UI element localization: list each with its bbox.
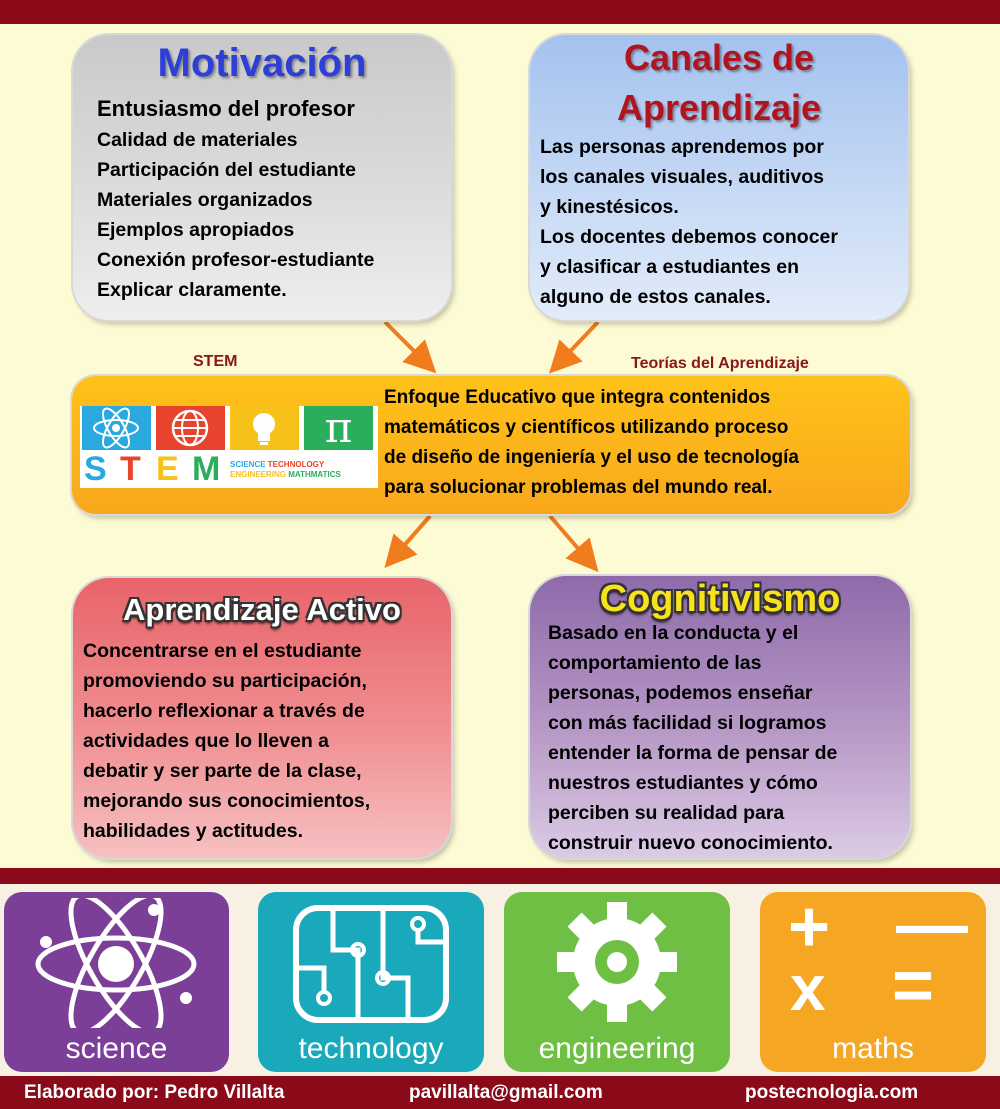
footer-email[interactable]: pavillalta@gmail.com bbox=[409, 1082, 603, 1103]
cognitivismo-line: perciben su realidad para bbox=[548, 802, 785, 824]
stem-logo bbox=[80, 403, 378, 488]
plus-icon: + bbox=[788, 887, 831, 967]
top-band bbox=[0, 0, 1000, 24]
stem-definition-line: para solucionar problemas del mundo real. bbox=[384, 477, 773, 498]
atom-cell bbox=[82, 406, 151, 450]
motivacion-item: Explicar claramente. bbox=[97, 279, 287, 301]
science-label: science bbox=[65, 1032, 168, 1065]
arrow-canales-to-stem bbox=[560, 322, 598, 362]
canales-box bbox=[530, 35, 908, 320]
globe-cell bbox=[156, 406, 225, 450]
stem-letter-m: M bbox=[192, 450, 221, 488]
arrow-motivacion-to-stem bbox=[385, 322, 425, 362]
stem-definition-line: Enfoque Educativo que integra contenidos bbox=[384, 387, 771, 408]
motivacion-item: Ejemplos apropiados bbox=[97, 219, 295, 241]
footer-site[interactable]: postecnologia.com bbox=[745, 1082, 919, 1103]
stem-center-box bbox=[72, 376, 910, 514]
minus-icon: — bbox=[896, 885, 968, 965]
caption-engineering: ENGINEERING bbox=[230, 470, 287, 479]
atom-icon bbox=[4, 898, 229, 1028]
activo-box bbox=[73, 578, 451, 858]
stem-definition-text bbox=[384, 383, 799, 503]
activo-line: debatir y ser parte de la clase, bbox=[83, 760, 362, 782]
activo-line: Concentrarse en el estudiante bbox=[83, 640, 362, 662]
canales-title-line1: Canales de bbox=[623, 37, 815, 78]
multiply-icon: x bbox=[790, 952, 826, 1024]
caption-mathematics: MATHMATICS bbox=[288, 470, 341, 479]
stem-definition-line: matemáticos y científicos utilizando proceso bbox=[384, 417, 789, 438]
lightbulb-icon bbox=[230, 406, 299, 450]
activo-line: hacerlo reflexionar a través de bbox=[83, 700, 365, 722]
activo-line: habilidades y actitudes. bbox=[83, 820, 303, 842]
stem-logo-caption bbox=[230, 460, 341, 480]
gear-icon bbox=[504, 898, 730, 1028]
cognitivismo-line: con más facilidad si logramos bbox=[548, 712, 827, 734]
canales-line: los canales visuales, auditivos bbox=[540, 166, 824, 188]
circuit-icon bbox=[258, 898, 484, 1028]
activo-line: mejorando sus conocimientos, bbox=[83, 790, 371, 812]
stem-letter-e: E bbox=[156, 450, 179, 488]
canales-line: y clasificar a estudiantes en bbox=[540, 256, 800, 278]
activo-title: Aprendizaje Activo bbox=[123, 592, 401, 627]
engineering-tile bbox=[504, 892, 730, 1072]
canales-line: alguno de estos canales. bbox=[540, 286, 771, 308]
stem-letter-t: T bbox=[120, 450, 141, 488]
cognitivismo-box bbox=[530, 576, 910, 858]
stem-letter-s: S bbox=[84, 450, 107, 488]
science-tile bbox=[4, 892, 229, 1072]
cognitivismo-title: Cognitivismo bbox=[599, 578, 841, 620]
motivacion-item: Materiales organizados bbox=[97, 189, 313, 211]
stem-definition-line: de diseño de ingeniería y el uso de tecnología bbox=[384, 447, 799, 468]
atom-icon bbox=[82, 406, 151, 450]
cognitivismo-line: construir nuevo conocimiento. bbox=[548, 832, 833, 854]
cognitivismo-line: nuestros estudiantes y cómo bbox=[548, 772, 818, 794]
motivacion-item: Calidad de materiales bbox=[97, 129, 298, 151]
canales-line: Los docentes debemos conocer bbox=[540, 226, 838, 248]
canales-title-line2: Aprendizaje bbox=[616, 87, 822, 128]
motivacion-item: Entusiasmo del profesor bbox=[97, 96, 355, 121]
arrow-stem-to-activo bbox=[395, 516, 430, 556]
pi-icon: π bbox=[324, 403, 353, 452]
maths-tile bbox=[760, 885, 986, 1072]
motivacion-title: Motivación bbox=[157, 41, 367, 85]
motivacion-list bbox=[97, 93, 374, 305]
caption-science: SCIENCE bbox=[230, 460, 266, 469]
cognitivismo-line: comportamiento de las bbox=[548, 652, 762, 674]
motivacion-item: Participación del estudiante bbox=[97, 159, 356, 181]
motivacion-item: Conexión profesor-estudiante bbox=[97, 249, 375, 271]
teorias-label: Teorías del Aprendizaje bbox=[631, 355, 809, 372]
equals-icon: = bbox=[892, 946, 935, 1026]
canales-text bbox=[540, 132, 838, 312]
maths-label: maths bbox=[832, 1032, 914, 1065]
activo-line: promoviendo su participación, bbox=[83, 670, 367, 692]
activo-line: actividades que lo lleven a bbox=[83, 730, 330, 752]
cognitivismo-line: entender la forma de pensar de bbox=[548, 742, 838, 764]
cognitivismo-line: personas, podemos enseñar bbox=[548, 682, 813, 704]
cognitivismo-line: Basado en la conducta y el bbox=[548, 622, 799, 644]
canales-line: Las personas aprendemos por bbox=[540, 136, 824, 158]
footer-author: Elaborado por: Pedro Villalta bbox=[24, 1082, 285, 1103]
engineering-label: engineering bbox=[538, 1032, 696, 1065]
motivacion-box bbox=[73, 35, 451, 320]
canales-line: y kinestésicos. bbox=[540, 196, 679, 218]
stem-label: STEM bbox=[193, 353, 238, 370]
caption-technology: TECHNOLOGY bbox=[267, 460, 325, 469]
lightbulb-cell bbox=[230, 406, 299, 450]
technology-label: technology bbox=[298, 1032, 444, 1065]
globe-icon bbox=[156, 406, 225, 450]
pi-cell bbox=[304, 403, 373, 452]
arrow-stem-to-cognitivismo bbox=[550, 516, 588, 560]
technology-tile bbox=[258, 892, 484, 1072]
activo-text bbox=[83, 636, 370, 846]
cognitivismo-text bbox=[548, 618, 837, 858]
